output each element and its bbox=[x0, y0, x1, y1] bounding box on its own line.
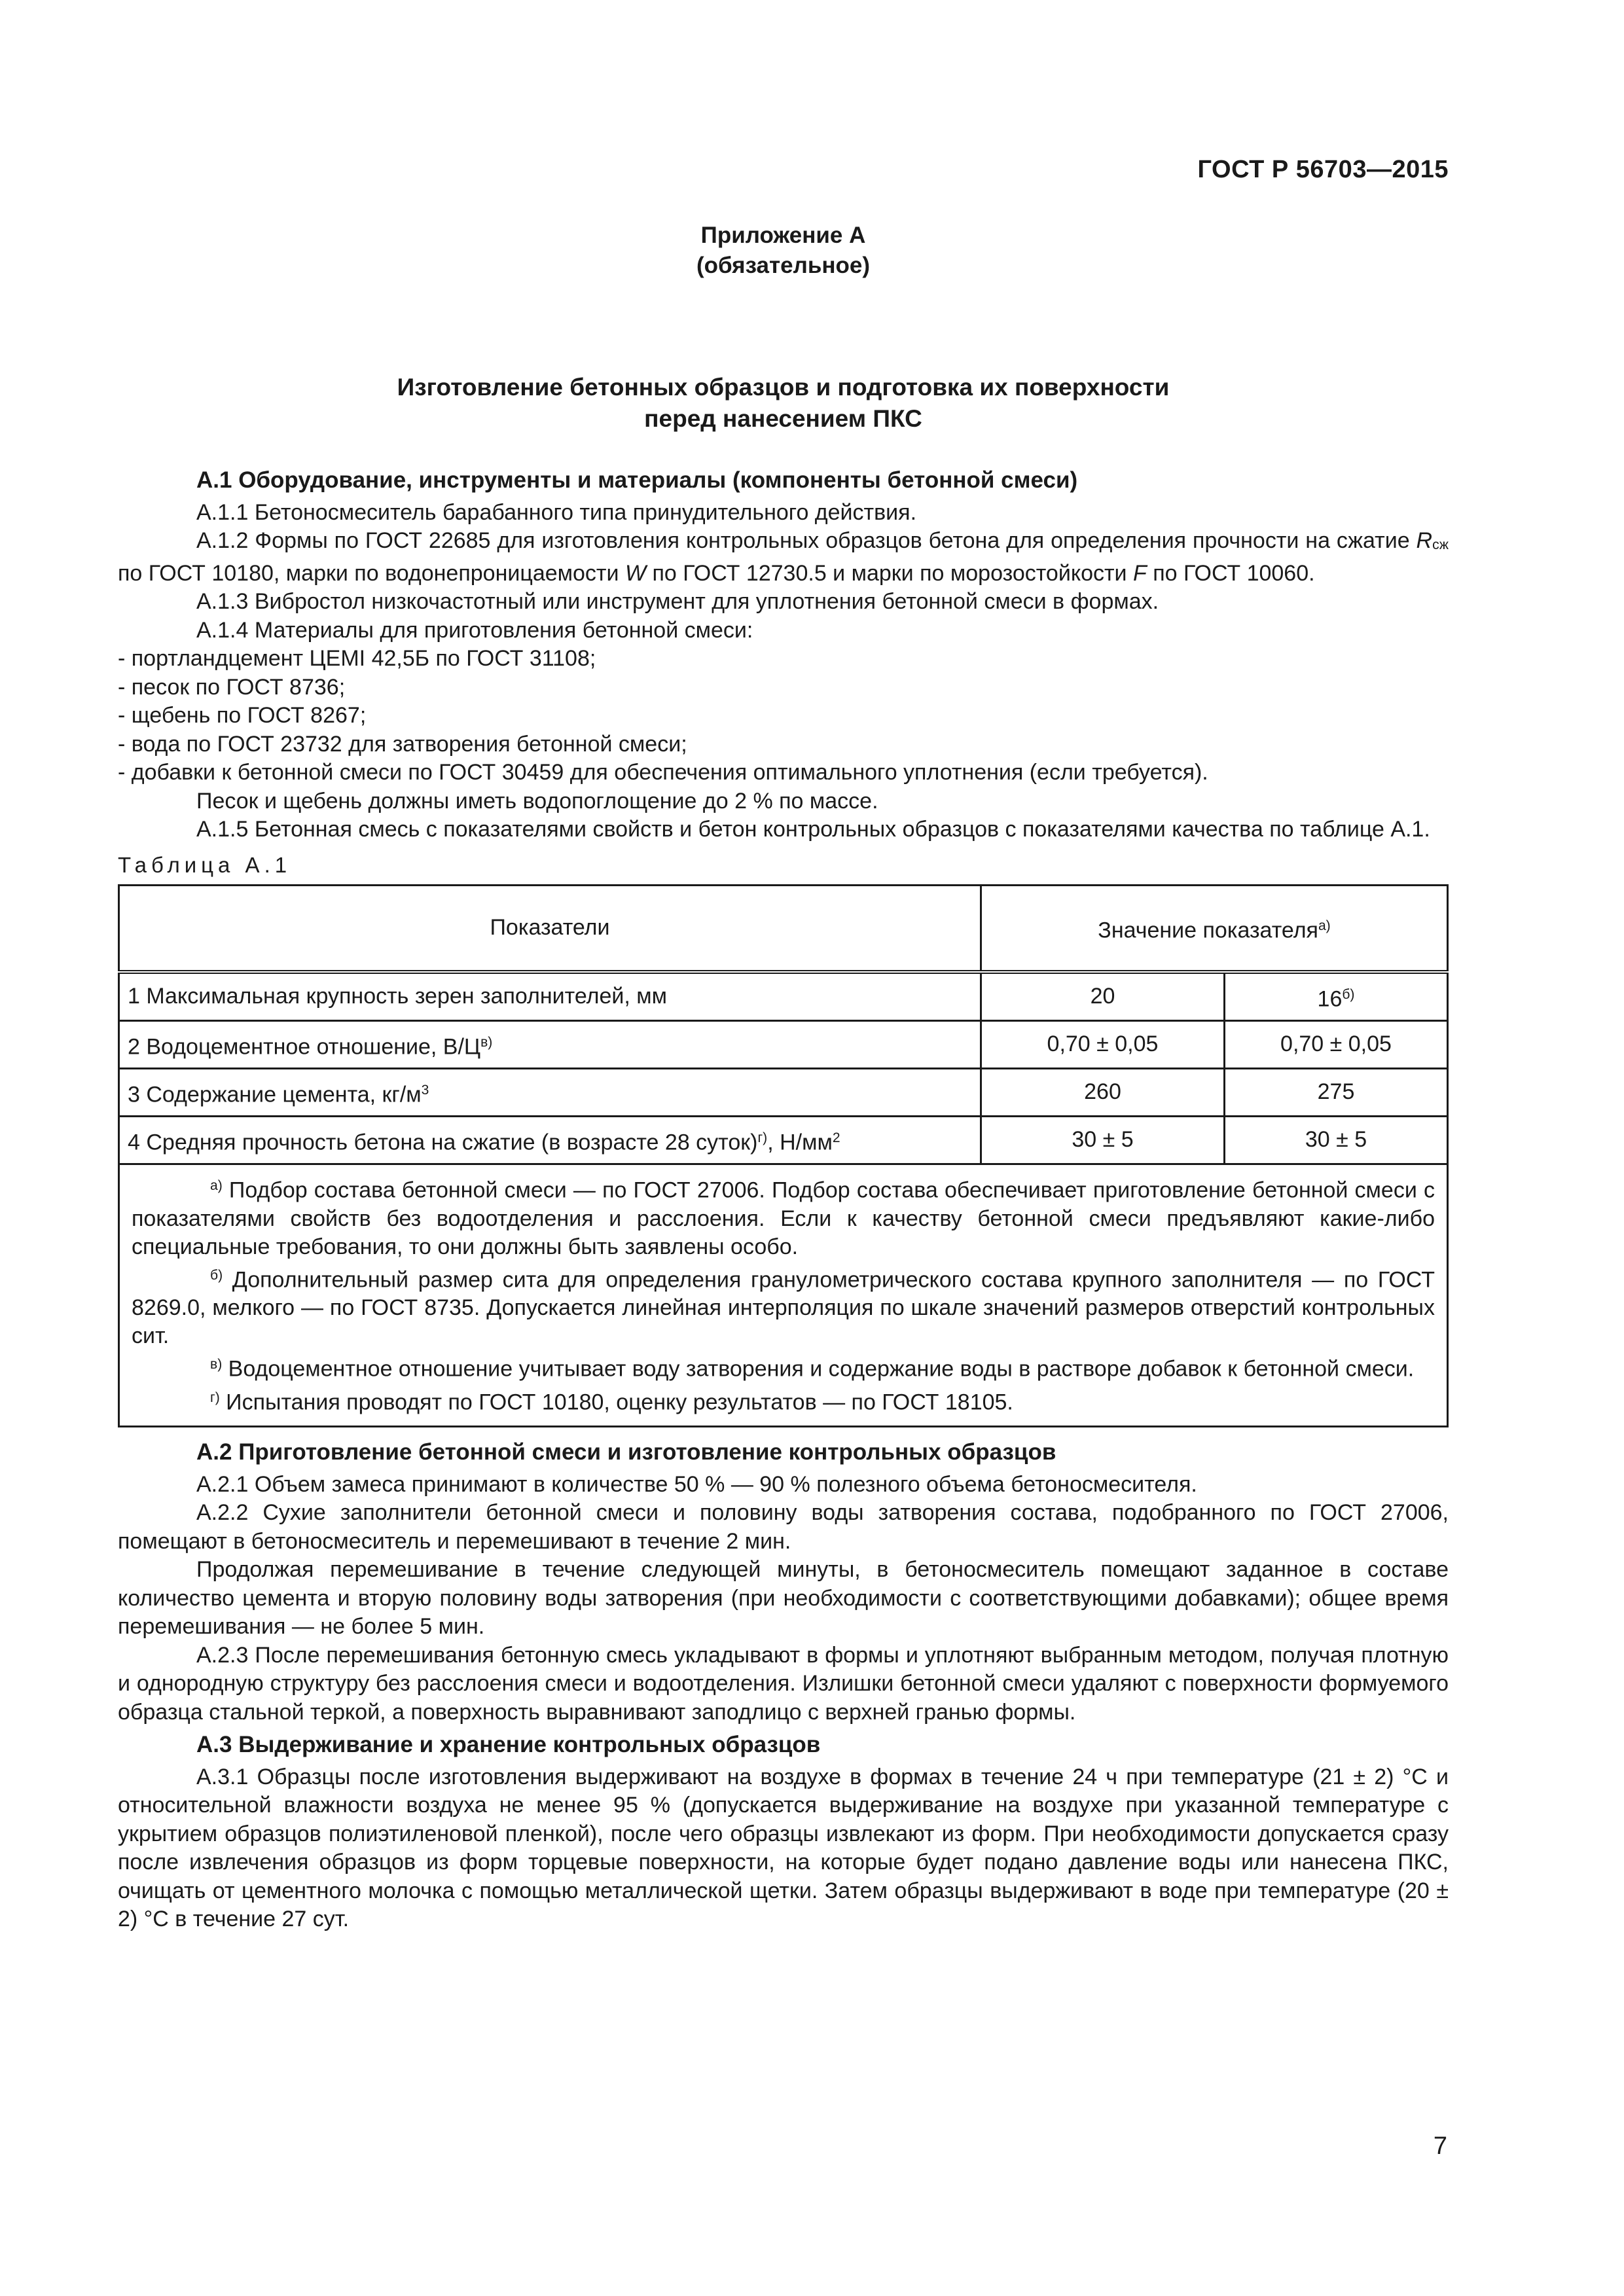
row-value-2-text: 16 bbox=[1317, 986, 1343, 1012]
a1-2-part-b: по ГОСТ 10180, марки по водонепроницаемости bbox=[118, 560, 625, 586]
f-symbol: F bbox=[1133, 560, 1147, 586]
table-row bbox=[119, 972, 1448, 1021]
paragraph-a1-4: А.1.4 Материалы для приготовления бетонной смеси: bbox=[196, 617, 753, 643]
header-value-label: Значение показателя bbox=[1098, 918, 1318, 943]
list-item: - добавки к бетонной смеси по ГОСТ 30459 для обеспечения оптимального уплотнения (если требуется). bbox=[118, 760, 1208, 785]
a1-2-part-a: А.1.2 Формы по ГОСТ 22685 для изготовления контрольных образцов бетона для определения прочности на сжатие bbox=[196, 528, 1416, 553]
table-row bbox=[119, 1117, 1448, 1164]
paragraph-a1-2 bbox=[118, 527, 1449, 588]
section-a1-heading: А.1 Оборудование, инструменты и материалы (компоненты бетонной смеси) bbox=[196, 467, 1078, 493]
row-value-1: 0,70 ± 0,05 bbox=[981, 1021, 1225, 1069]
appendix-label: Приложение А bbox=[700, 223, 866, 248]
table-notes-row bbox=[119, 1164, 1448, 1427]
page-number: 7 bbox=[1433, 2132, 1447, 2160]
paragraph-a1-3: А.1.3 Вибростол низкочастотный или инструмент для уплотнения бетонной смеси в формах. bbox=[196, 589, 1159, 615]
row-label-note: г) bbox=[757, 1130, 768, 1145]
paragraph-a2-2: А.2.2 Сухие заполнители бетонной смеси и половину воды затворения состава, подобранного по ГОСТ 27006, помещают в бетоносмеситель и перемешивают в течение 2 мин. bbox=[118, 1500, 1449, 1554]
paragraph-a2-3: А.2.3 После перемешивания бетонную смесь укладывают в формы и уплотняют выбранным методом, получая плотную и однородную структуру без расслоения смеси и водоотделения. Излишки бетонной смеси удаляют с поверхности формуемого образца стальной теркой, а поверхность выравнивают заподлицо с верхней гранью формы. bbox=[118, 1642, 1449, 1725]
paragraph-a2-1: А.2.1 Объем замеса принимают в количестве 50 % — 90 % полезного объема бетоносмесителя. bbox=[196, 1471, 1197, 1497]
row-label bbox=[119, 1021, 981, 1069]
list-item: - вода по ГОСТ 23732 для затворения бетонной смеси; bbox=[118, 731, 687, 757]
note-mark: б) bbox=[210, 1267, 223, 1283]
appendix-title bbox=[118, 372, 1449, 435]
paragraph-a1-sand: Песок и щебень должны иметь водопоглощение до 2 % по массе. bbox=[196, 788, 878, 814]
a1-2-part-c: по ГОСТ 12730.5 и марки по морозостойкости bbox=[646, 560, 1133, 586]
row-value-2: 30 ± 5 bbox=[1225, 1117, 1448, 1164]
row-label-text: 3 Содержание цемента, кг/м bbox=[128, 1082, 422, 1107]
table-a1 bbox=[118, 884, 1449, 1427]
title-line-2: перед нанесением ПКС bbox=[644, 405, 922, 432]
paragraph-a1-5: А.1.5 Бетонная смесь с показателями свойств и бетон контрольных образцов с показателями качества по таблице А.1. bbox=[196, 817, 1430, 842]
row-label-text: 2 Водоцементное отношение, В/Ц bbox=[128, 1034, 481, 1060]
appendix-heading bbox=[118, 221, 1449, 281]
note-mark: г) bbox=[210, 1390, 220, 1405]
row-label: 1 Максимальная крупность зерен заполнителей, мм bbox=[119, 972, 981, 1021]
note-mark: в) bbox=[210, 1357, 223, 1372]
table-row bbox=[119, 1069, 1448, 1117]
row-value-2-note: б) bbox=[1342, 986, 1355, 1002]
row-value-1: 30 ± 5 bbox=[981, 1117, 1225, 1164]
appendix-status: (обязательное) bbox=[696, 253, 870, 278]
table-notes bbox=[119, 1164, 1448, 1427]
table-note bbox=[132, 1172, 1435, 1261]
row-label bbox=[119, 1117, 981, 1164]
row-label-text: 4 Средняя прочность бетона на сжатие (в возрасте 28 суток) bbox=[128, 1130, 758, 1155]
row-label-tail: , Н/мм bbox=[767, 1130, 833, 1155]
list-item: - щебень по ГОСТ 8267; bbox=[118, 703, 367, 728]
table-row bbox=[119, 1021, 1448, 1069]
row-value-2: 275 bbox=[1225, 1069, 1448, 1117]
paragraph-a2-2-cont: Продолжая перемешивание в течение следующей минуты, в бетоносмеситель помещают заданное в составе количество цемента и вторую половину воды затворения (при необходимости с соответствующими добавками); общее время перемешивания — не более 5 мин. bbox=[118, 1557, 1449, 1640]
row-value-1: 260 bbox=[981, 1069, 1225, 1117]
a1-2-part-d: по ГОСТ 10060. bbox=[1146, 560, 1315, 586]
header-value-note: а) bbox=[1318, 918, 1331, 933]
row-label-unit-sup: 3 bbox=[421, 1082, 429, 1098]
row-label-note: в) bbox=[480, 1034, 493, 1050]
document-body bbox=[118, 466, 1449, 1934]
row-label-unit-sup: 2 bbox=[832, 1130, 840, 1145]
list-item: - песок по ГОСТ 8736; bbox=[118, 674, 346, 700]
table-note bbox=[132, 1350, 1435, 1384]
row-value-1: 20 bbox=[981, 972, 1225, 1021]
w-symbol: W bbox=[624, 560, 647, 586]
list-item: - портландцемент ЦЕМI 42,5Б по ГОСТ 31108; bbox=[118, 646, 596, 672]
note-text: Испытания проводят по ГОСТ 10180, оценку результатов — по ГОСТ 18105. bbox=[219, 1390, 1013, 1415]
note-mark: а) bbox=[210, 1178, 223, 1194]
paragraph-a3-1: А.3.1 Образцы после изготовления выдерживают на воздухе в формах в течение 24 ч при температуре (21 ± 2) °С и относительной влажности воздуха не менее 95 % (допускается выдерживание на воздухе при указанной температуре с укрытием образцов полиэтиленовой пленкой), после чего образцы извлекают из форм. При необходимости допускается сразу после извлечения образцов из форм торцевые поверхности, на которые будет подано давление воды или нанесена ПКС, очищать от цементного молочка с помощью металлической щетки. Затем образцы выдерживают в воде при температуре (20 ± 2) °С в течение 27 сут. bbox=[118, 1764, 1449, 1932]
title-line-1: Изготовление бетонных образцов и подготовка их поверхности bbox=[397, 374, 1170, 401]
paragraph-a1-1: А.1.1 Бетоносмеситель барабанного типа принудительного действия. bbox=[196, 499, 917, 525]
header-indicators: Показатели bbox=[119, 886, 981, 973]
note-text: Дополнительный размер сита для определения гранулометрического состава крупного заполнителя — по ГОСТ 8269.0, мелкого — по ГОСТ 8735. Допускается линейная интерполяция по шкале значений размеров отверстий контрольных сит. bbox=[132, 1267, 1435, 1349]
section-a3-heading: А.3 Выдерживание и хранение контрольных образцов bbox=[196, 1732, 821, 1758]
section-a2-heading: А.2 Приготовление бетонной смеси и изготовление контрольных образцов bbox=[196, 1439, 1056, 1465]
note-text: Водоцементное отношение учитывает воду затворения и содержание воды в растворе добавок к бетонной смеси. bbox=[222, 1356, 1415, 1382]
r-symbol: R bbox=[1416, 528, 1433, 553]
row-value-2: 0,70 ± 0,05 bbox=[1225, 1021, 1448, 1069]
header-value bbox=[981, 886, 1448, 973]
note-text: Подбор состава бетонной смеси — по ГОСТ 27006. Подбор состава обеспечивает приготовление бетонной смеси с показателями свойств без водоотделения и расслоения. Если к качеству бетонной смеси предъявляют какие-либо специальные требования, то они должны быть заявлены особо. bbox=[132, 1177, 1435, 1259]
document-code: ГОСТ Р 56703—2015 bbox=[1197, 156, 1449, 183]
r-subscript: сж bbox=[1432, 537, 1449, 553]
row-label bbox=[119, 1069, 981, 1117]
row-value-2 bbox=[1225, 972, 1448, 1021]
table-caption: Таблица А.1 bbox=[118, 852, 292, 877]
table-header-row bbox=[119, 886, 1448, 973]
table-note bbox=[132, 1384, 1435, 1417]
table-note bbox=[132, 1261, 1435, 1351]
